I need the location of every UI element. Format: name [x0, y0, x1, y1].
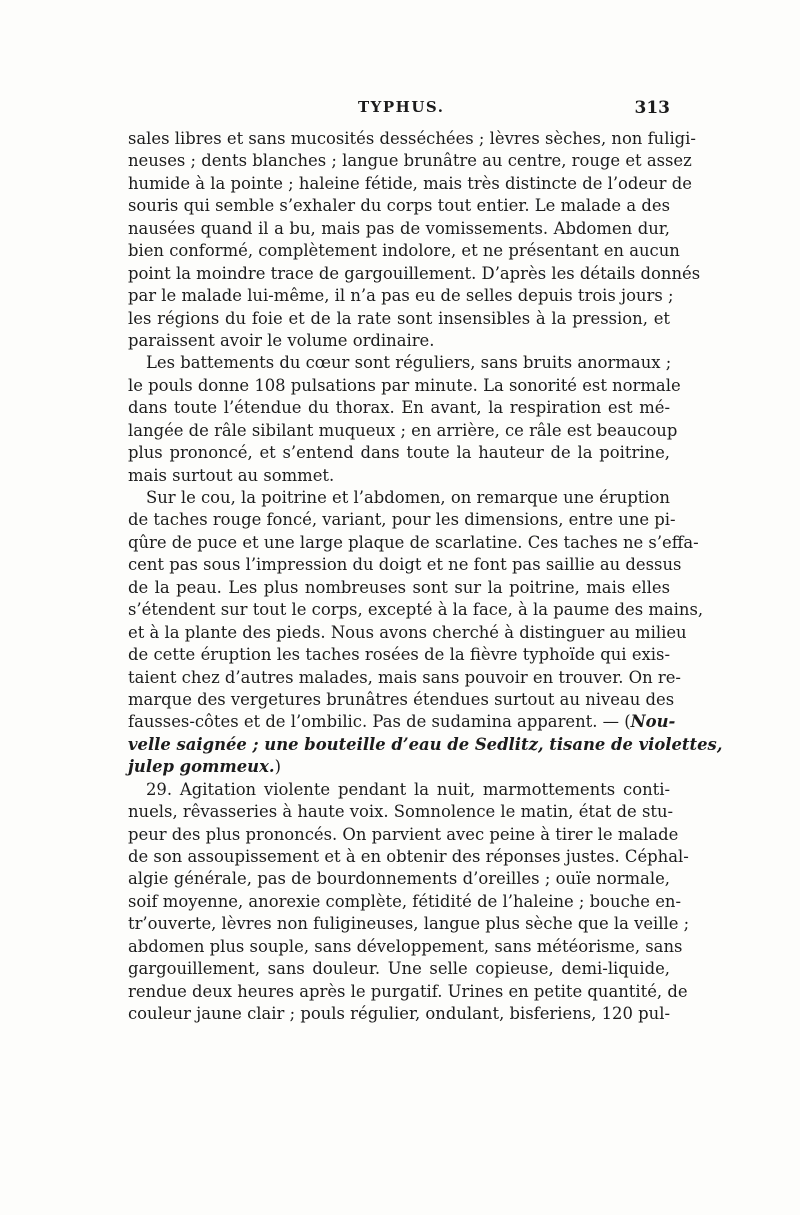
line-text: qûre de puce et une large plaque de scarlatine. Ces taches ne s’effa- — [128, 532, 699, 552]
line-text: neuses ; dents blanches ; langue brunâtre au centre, rouge et assez — [128, 151, 692, 171]
line-text: Sur le cou, la poitrine et l’abdomen, on remarque une éruption — [146, 488, 670, 507]
text-line — [128, 644, 670, 666]
text-line — [128, 779, 670, 801]
text-line — [128, 891, 682, 913]
line-text: bien conformé, complètement indolore, et ne présentant en aucun — [128, 241, 680, 261]
line-text: gargouillement, sans douleur. Une selle copieuse, demi-liquide, — [128, 959, 670, 979]
text-line — [128, 173, 692, 195]
closing-parenthesis: ) — [274, 757, 281, 777]
line-text: le pouls donne 108 pulsations par minute. La sonorité est normale — [128, 375, 681, 395]
line-text: couleur jaune clair ; pouls régulier, ondulant, bisferiens, 120 pul- — [128, 1004, 670, 1024]
text-line — [128, 801, 674, 823]
line-text: de son assoupissement et à en obtenir des réponses justes. Céphal- — [128, 847, 689, 866]
italic-prescription: Nou- — [630, 712, 676, 732]
text-line — [128, 756, 670, 778]
running-title: TYPHUS. — [358, 98, 445, 116]
text-line — [128, 263, 701, 285]
text-line — [128, 958, 670, 980]
line-text: 29. Agitation violente pendant la nuit, marmottements conti- — [146, 779, 670, 799]
line-text: algie générale, pas de bourdonnements d’oreilles ; ouïe normale, — [128, 869, 670, 889]
line-text: s’étendent sur tout le corps, excepté à la face, à la paume des mains, — [128, 600, 704, 620]
text-line — [128, 465, 670, 487]
line-text: dans toute l’étendue du thorax. En avant, la respiration est mé- — [128, 398, 670, 418]
text-line — [128, 128, 696, 150]
text-line — [128, 375, 681, 397]
text-line — [128, 868, 670, 890]
body-text — [128, 128, 723, 1026]
line-text: plus prononcé, et s’entend dans toute la hauteur de la poitrine, — [128, 443, 670, 463]
text-line — [128, 913, 690, 935]
text-line — [128, 1003, 670, 1025]
line-text: nausées quand il a bu, mais pas de vomissements. Abdomen dur, — [128, 218, 670, 238]
page-number: 313 — [634, 98, 670, 118]
text-line — [128, 734, 723, 756]
line-text: point la moindre trace de gargouillement. D’après les détails donnés — [128, 263, 701, 283]
text-line — [128, 195, 670, 217]
line-text: rendue deux heures après le purgatif. Urines en petite quantité, de — [128, 981, 688, 1001]
text-line — [128, 599, 704, 621]
text-line — [128, 936, 683, 958]
line-text: cent pas sous l’impression du doigt et ne font pas saillie au dessus — [128, 555, 682, 575]
text-line — [128, 689, 675, 711]
text-line — [128, 285, 674, 307]
line-text: mais surtout au sommet. — [128, 465, 335, 485]
line-text: humide à la pointe ; haleine fétide, mais très distincte de l’odeur de — [128, 173, 692, 193]
text-line — [128, 150, 692, 172]
text-line — [128, 509, 676, 531]
text-line — [128, 846, 689, 868]
line-text: taient chez d’autres malades, mais sans pouvoir en trouver. On re- — [128, 667, 681, 687]
text-line — [128, 577, 670, 599]
line-text: et à la plante des pieds. Nous avons cherché à distinguer au milieu — [128, 622, 687, 642]
line-text: tr’ouverte, lèvres non fuligineuses, langue plus sèche que la veille ; — [128, 914, 690, 934]
text-line — [128, 442, 670, 464]
line-text: les régions du foie et de la rate sont insensibles à la pression, et — [128, 308, 670, 328]
line-text: nuels, rêvasseries à haute voix. Somnolence le matin, état de stu- — [128, 802, 674, 822]
line-text: de la peau. Les plus nombreuses sont sur la poitrine, mais elles — [128, 577, 670, 597]
line-text: de taches rouge foncé, variant, pour les dimensions, entre une pi- — [128, 510, 676, 530]
text-line — [128, 352, 670, 374]
line-text: langée de râle sibilant muqueux ; en arrière, ce râle est beaucoup — [128, 420, 678, 440]
line-text: souris qui semble s’exhaler du corps tout entier. Le malade a des — [128, 196, 670, 216]
text-line — [128, 711, 676, 733]
text-line — [128, 240, 680, 262]
text-line — [128, 554, 682, 576]
line-text: marque des vergetures brunâtres étendues surtout au niveau des — [128, 689, 675, 709]
text-line — [128, 532, 699, 554]
line-text: soif moyenne, anorexie complète, fétidité de l’haleine ; bouche en- — [128, 891, 682, 911]
line-text: de cette éruption les taches rosées de la fièvre typhoïde qui exis- — [128, 645, 670, 665]
text-line — [128, 667, 681, 689]
line-text: Les battements du cœur sont réguliers, sans bruits anormaux ; — [146, 353, 672, 373]
text-line — [128, 420, 678, 442]
italic-prescription: velle saignée ; une bouteille d’eau de Sedlitz, tisane de violettes, — [128, 734, 723, 754]
text-line — [128, 218, 670, 240]
line-text: sales libres et sans mucosités desséchées ; lèvres sèches, non fuligi- — [128, 129, 696, 148]
text-line — [128, 308, 670, 330]
line-text: paraissent avoir le volume ordinaire. — [128, 330, 435, 350]
line-text: peur des plus prononcés. On parvient avec peine à tirer le malade — [128, 824, 679, 844]
line-text: fausses-côtes et de l’ombilic. Pas de sudamina apparent. — ( — [128, 712, 631, 732]
line-text: par le malade lui-même, il n’a pas eu de selles depuis trois jours ; — [128, 286, 674, 306]
text-line — [128, 397, 670, 419]
line-text: abdomen plus souple, sans développement, sans météorisme, sans — [128, 936, 683, 956]
text-line — [128, 330, 670, 352]
text-line — [128, 824, 679, 846]
italic-prescription: julep gommeux. — [128, 757, 275, 777]
text-line — [128, 487, 670, 509]
page-header — [128, 98, 670, 122]
text-line — [128, 622, 687, 644]
text-line — [128, 981, 688, 1003]
